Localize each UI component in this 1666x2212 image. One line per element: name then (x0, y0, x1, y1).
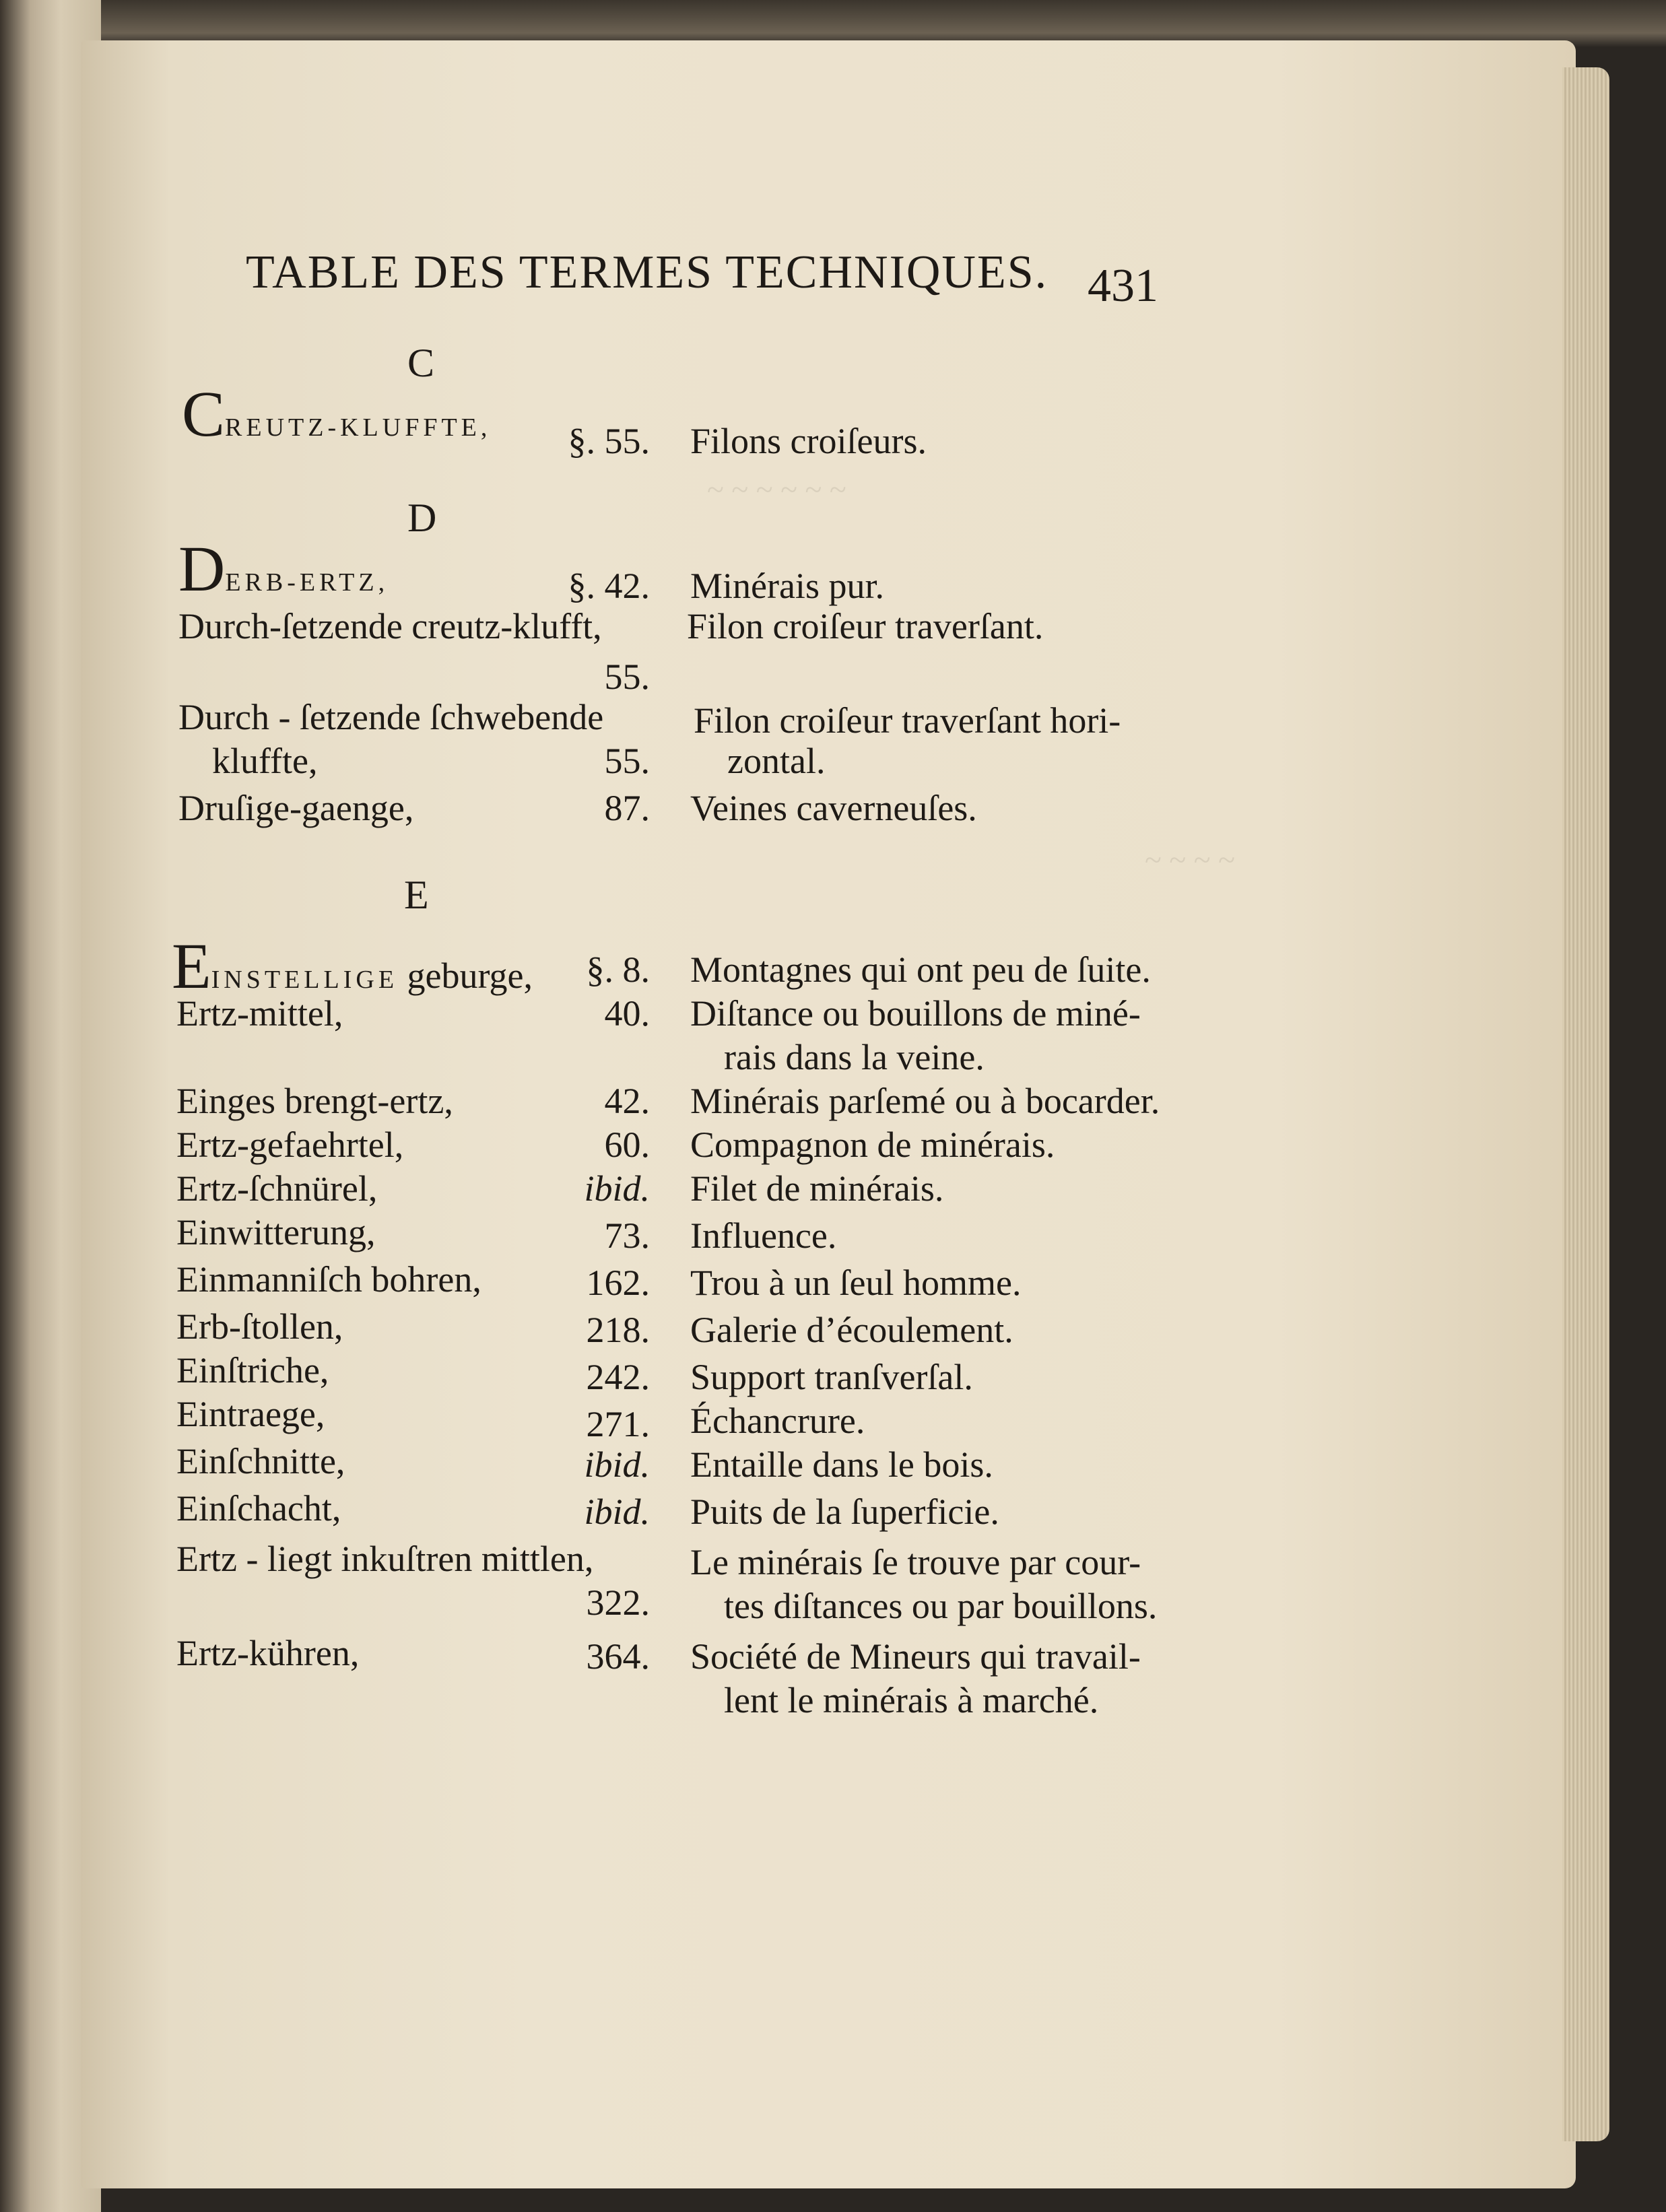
entry-ref: 271. (586, 1404, 650, 1444)
entry-translation: zontal. (727, 741, 826, 781)
entry-ref: 162. (586, 1263, 650, 1303)
entry-term: Einmanniſch bohren, (176, 1259, 481, 1300)
entry-translation: Compagnon de minérais. (690, 1125, 1055, 1165)
entry-term (182, 378, 492, 450)
section-letter-d: D (407, 496, 437, 540)
entry-ref: 87. (604, 788, 650, 828)
initial-letter: C (182, 378, 226, 450)
small-caps-term: ERB-ERTZ, (225, 568, 389, 597)
entry-translation: rais dans la veine. (724, 1037, 985, 1077)
entry-translation: Galerie d’écoulement. (690, 1310, 1013, 1350)
entry-translation: Entaille dans le bois. (690, 1444, 993, 1485)
entry-translation: Influence. (690, 1215, 837, 1256)
entry-translation: Filon croiſeur traverſant hori- (694, 700, 1121, 741)
entry-translation: Montagnes qui ont peu de ſuite. (690, 949, 1151, 990)
entry-ref: §. 55. (568, 421, 650, 461)
entry-ref: 60. (604, 1125, 650, 1165)
entry-ref: 55. (604, 657, 650, 697)
bleed-through-text: ~ ~ ~ ~ ~ ~ (707, 472, 846, 506)
entry-translation: Diſtance ou bouillons de miné- (690, 993, 1141, 1034)
entry-term: Durch-ſetzende creutz-klufft, (178, 606, 602, 646)
entry-translation: Filons croiſeurs. (690, 421, 927, 461)
entry-translation: Minérais pur. (690, 566, 884, 606)
entry-term: Ertz-kühren, (176, 1633, 360, 1673)
entry-term: Ertz-mittel, (176, 993, 343, 1034)
entry-ref: 55. (604, 741, 650, 781)
entry-term: Druſige-gaenge, (178, 788, 414, 828)
entry-term: Ertz - liegt inkuſtren mittlen, (176, 1539, 594, 1579)
entry-ref: ibid. (584, 1492, 650, 1532)
entry-term: Einſchacht, (176, 1488, 341, 1529)
entry-translation: Minérais parſemé ou à bocarder. (690, 1081, 1160, 1121)
entry-translation: tes diſtances ou par bouillons. (724, 1586, 1158, 1626)
section-letter-c: C (407, 341, 435, 385)
entry-translation: lent le minérais à marché. (724, 1680, 1099, 1720)
page-title: TABLE DES TERMES TECHNIQUES. (246, 246, 1048, 298)
entry-term (178, 533, 389, 605)
entry-ref: ibid. (584, 1444, 650, 1485)
entry-translation: Support tranſverſal. (690, 1357, 973, 1397)
entry-translation: Puits de la ſuperficie. (690, 1492, 999, 1532)
entry-ref: §. 8. (586, 949, 650, 990)
entry-term: Erb-ſtollen, (176, 1306, 343, 1347)
entry-term: Ertz-ſchnürel, (176, 1168, 378, 1209)
page-number: 431 (1088, 260, 1158, 312)
entry-ref: 73. (604, 1215, 650, 1256)
entry-translation: Filon croiſeur traverſant. (687, 606, 1044, 646)
entry-ref: 218. (586, 1310, 650, 1350)
entry-term: Ertz-gefaehrtel, (176, 1125, 404, 1165)
entry-term: Einges brengt-ertz, (176, 1081, 453, 1121)
small-caps-term: REUTZ-KLUFFTE, (225, 413, 492, 442)
entry-term: Einſchnitte, (176, 1441, 345, 1481)
entry-term: Einſtriche, (176, 1350, 329, 1390)
entry-term: kluffte, (212, 741, 318, 781)
term-tail: geburge, (407, 956, 533, 996)
entry-translation: Société de Mineurs qui travail- (690, 1636, 1141, 1677)
page-edges (1562, 67, 1609, 2141)
entry-term (172, 930, 533, 1002)
entry-translation: Filet de minérais. (690, 1168, 944, 1209)
entry-term: Eintraege, (176, 1394, 325, 1434)
initial-letter: E (172, 930, 211, 1002)
entry-ref: 364. (586, 1636, 650, 1677)
entry-translation: Le minérais ſe trouve par cour- (690, 1542, 1141, 1582)
entry-ref: 42. (604, 1081, 650, 1121)
entry-translation: Veines caverneuſes. (690, 788, 977, 828)
entry-ref: 40. (604, 993, 650, 1034)
section-letter-e: E (404, 873, 429, 917)
entry-ref: 242. (586, 1357, 650, 1397)
small-caps-term: INSTELLIGE (211, 966, 399, 994)
entry-translation: Trou à un ſeul homme. (690, 1263, 1022, 1303)
entry-term: Einwitterung, (176, 1212, 376, 1252)
entry-ref: ibid. (584, 1168, 650, 1209)
entry-ref: §. 42. (568, 566, 650, 606)
bleed-through-text: ~ ~ ~ ~ (1145, 842, 1236, 877)
initial-letter: D (178, 533, 226, 605)
entry-term: Durch - ſetzende ſchwebende (178, 697, 604, 737)
entry-ref: 322. (586, 1582, 650, 1623)
entry-translation: Échancrure. (690, 1401, 865, 1441)
